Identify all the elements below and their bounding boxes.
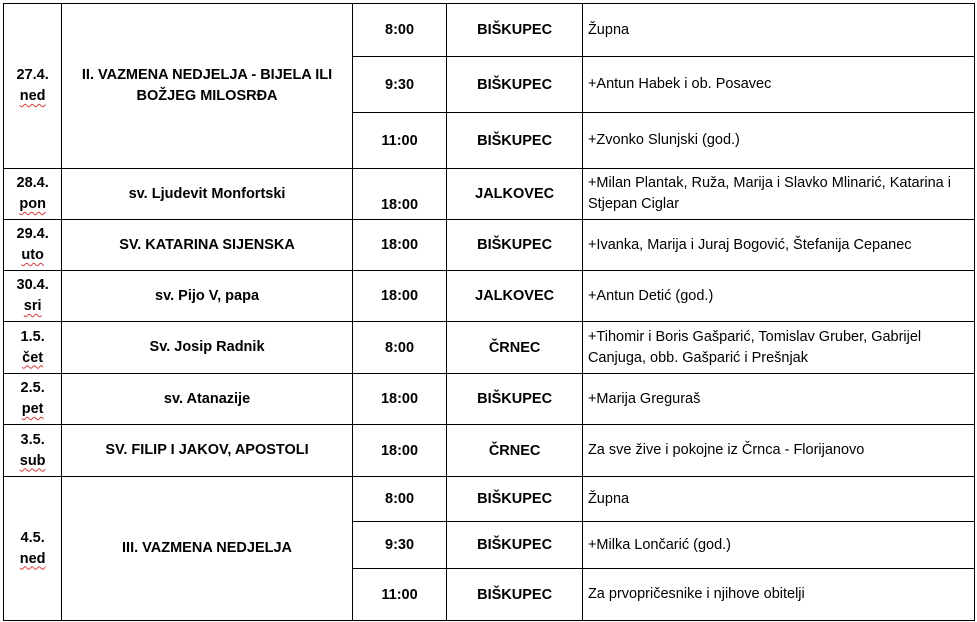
time-cell: 8:00 bbox=[352, 322, 446, 374]
place-cell: JALKOVEC bbox=[447, 169, 583, 220]
table-row bbox=[4, 322, 975, 374]
date-label: 4.5. bbox=[20, 529, 45, 546]
date-cell bbox=[4, 477, 62, 621]
day-label: sri bbox=[23, 298, 42, 314]
place-cell: BIŠKUPEC bbox=[447, 113, 583, 169]
feast-cell bbox=[62, 4, 352, 169]
day-label: uto bbox=[21, 247, 44, 263]
intention-cell: Za sve žive i pokojne iz Črnca - Florijanovo bbox=[582, 425, 974, 477]
date-label: 27.4. bbox=[16, 67, 49, 83]
table-row bbox=[4, 425, 975, 477]
place-cell: BIŠKUPEC bbox=[447, 220, 583, 271]
date-label: 1.5. bbox=[20, 328, 45, 345]
date-cell bbox=[4, 220, 62, 271]
place-cell: BIŠKUPEC bbox=[447, 374, 583, 425]
intention-cell: +Tihomir i Boris Gašparić, Tomislav Gruber, Gabrijel Canjuga, obb. Gašparić i Prešnjak bbox=[582, 322, 974, 374]
time-cell: 8:00 bbox=[352, 477, 446, 522]
time-cell: 18:00 bbox=[352, 271, 446, 322]
table-row bbox=[4, 220, 975, 271]
intention-cell: +Ivanka, Marija i Juraj Bogović, Štefanija Cepanec bbox=[582, 220, 974, 271]
place-cell: BIŠKUPEC bbox=[447, 522, 583, 569]
place-cell: BIŠKUPEC bbox=[447, 569, 583, 621]
date-label: 29.4. bbox=[16, 226, 49, 242]
place-cell: ČRNEC bbox=[447, 322, 583, 374]
time-cell: 18:00 bbox=[352, 169, 446, 220]
day-label: sub bbox=[19, 452, 46, 469]
place-cell: BIŠKUPEC bbox=[447, 477, 583, 522]
feast-cell: sv. Pijo V, papa bbox=[62, 271, 352, 322]
table-row bbox=[4, 374, 975, 425]
feast-cell: sv. Ljudevit Monfortski bbox=[62, 169, 352, 220]
feast-label: II. VAZMENA NEDJELJA - BIJELA ILI BOŽJEG MILOSRĐA bbox=[81, 67, 333, 104]
time-cell: 11:00 bbox=[352, 569, 446, 621]
date-label: 30.4. bbox=[16, 277, 49, 293]
table-row bbox=[4, 4, 975, 57]
feast-cell: sv. Atanazije bbox=[62, 374, 352, 425]
intention-cell: +Marija Greguraš bbox=[582, 374, 974, 425]
intention-cell: Župna bbox=[582, 4, 974, 57]
time-cell: 9:30 bbox=[352, 522, 446, 569]
time-cell: 18:00 bbox=[352, 425, 446, 477]
date-cell bbox=[4, 374, 62, 425]
table-row bbox=[4, 477, 975, 522]
place-cell: JALKOVEC bbox=[447, 271, 583, 322]
table-row bbox=[4, 271, 975, 322]
day-label: ned bbox=[19, 88, 46, 104]
feast-cell: III. VAZMENA NEDJELJA bbox=[62, 477, 352, 621]
date-label: 3.5. bbox=[20, 431, 45, 448]
date-label: 2.5. bbox=[20, 380, 45, 396]
place-cell: ČRNEC bbox=[447, 425, 583, 477]
intention-cell: +Milan Plantak, Ruža, Marija i Slavko Mlinarić, Katarina i Stjepan Ciglar bbox=[582, 169, 974, 220]
feast-cell: Sv. Josip Radnik bbox=[62, 322, 352, 374]
date-cell bbox=[4, 169, 62, 220]
date-cell bbox=[4, 271, 62, 322]
time-cell: 18:00 bbox=[352, 374, 446, 425]
place-cell: BIŠKUPEC bbox=[447, 57, 583, 113]
intention-cell: Za prvopričesnike i njihove obitelji bbox=[582, 569, 974, 621]
feast-cell: SV. FILIP I JAKOV, APOSTOLI bbox=[62, 425, 352, 477]
date-cell bbox=[4, 322, 62, 374]
day-label: pet bbox=[21, 401, 44, 417]
day-label: pon bbox=[19, 196, 46, 212]
time-cell: 9:30 bbox=[352, 57, 446, 113]
table-row bbox=[4, 169, 975, 220]
date-cell bbox=[4, 425, 62, 477]
mass-schedule-table bbox=[3, 3, 975, 621]
time-cell: 8:00 bbox=[352, 4, 446, 57]
intention-cell: +Antun Detić (god.) bbox=[582, 271, 974, 322]
intention-cell: Župna bbox=[582, 477, 974, 522]
day-label: čet bbox=[22, 349, 44, 366]
date-cell bbox=[4, 4, 62, 169]
feast-cell: SV. KATARINA SIJENSKA bbox=[62, 220, 352, 271]
place-cell: BIŠKUPEC bbox=[447, 4, 583, 57]
intention-cell: +Zvonko Slunjski (god.) bbox=[582, 113, 974, 169]
date-label: 28.4. bbox=[16, 175, 49, 191]
day-label: ned bbox=[19, 550, 46, 567]
intention-cell: +Antun Habek i ob. Posavec bbox=[582, 57, 974, 113]
intention-cell: +Milka Lončarić (god.) bbox=[582, 522, 974, 569]
time-cell: 18:00 bbox=[352, 220, 446, 271]
time-cell: 11:00 bbox=[352, 113, 446, 169]
